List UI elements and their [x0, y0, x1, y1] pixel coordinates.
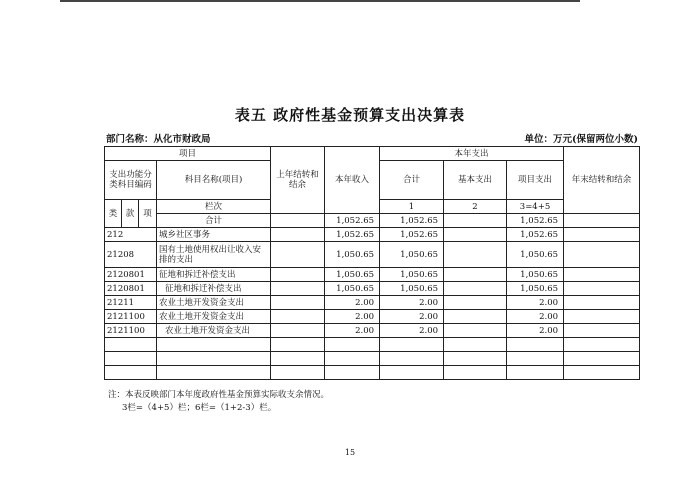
row-code: 2121100 — [105, 324, 157, 338]
row-name: 农业土地开发资金支出 — [157, 296, 271, 310]
table-row — [105, 228, 640, 242]
empty-row — [105, 352, 640, 366]
page-number: 15 — [344, 448, 356, 457]
row-total: 1,050.65 — [380, 268, 444, 282]
header-prev-balance: 上年结转和结余 — [271, 147, 325, 214]
total-row — [105, 214, 640, 228]
header-col1: 1 — [380, 200, 444, 214]
header-end-balance: 年末结转和结余 — [564, 147, 640, 214]
row-name: 农业土地开发资金支出 — [157, 310, 271, 324]
empty-row — [105, 338, 640, 352]
row-project: 1,052.65 — [507, 228, 564, 242]
row-name: 征地和拆迁补偿支出 — [157, 282, 271, 296]
header-kuan: 款 — [122, 200, 139, 228]
row-total: 2.00 — [380, 324, 444, 338]
row-project: 2.00 — [507, 310, 564, 324]
row-income: 2.00 — [325, 296, 380, 310]
row-total: 1,050.65 — [380, 242, 444, 268]
row-code: 212 — [105, 228, 157, 242]
table-row — [105, 324, 640, 338]
header-project: 项目 — [105, 147, 271, 161]
row-name: 农业土地开发资金支出 — [157, 324, 271, 338]
total-label: 合计 — [157, 214, 271, 228]
row-name: 征地和拆迁补偿支出 — [157, 268, 271, 282]
total-income: 1,052.65 — [325, 214, 380, 228]
row-total: 2.00 — [380, 310, 444, 324]
row-total: 2.00 — [380, 296, 444, 310]
total-project: 1,052.65 — [507, 214, 564, 228]
row-code: 2120801 — [105, 268, 157, 282]
header-code-group: 支出功能分类科目编码 — [105, 161, 157, 200]
scan-top-border — [60, 0, 580, 2]
row-code: 2121100 — [105, 310, 157, 324]
table-row — [105, 296, 640, 310]
row-project: 1,050.65 — [507, 242, 564, 268]
row-code: 21208 — [105, 242, 157, 268]
header-xiang: 项 — [139, 200, 157, 228]
header-basic: 基本支出 — [444, 161, 507, 200]
row-project: 2.00 — [507, 324, 564, 338]
row-total: 1,050.65 — [380, 282, 444, 296]
row-code: 21211 — [105, 296, 157, 310]
table-row — [105, 282, 640, 296]
row-income: 2.00 — [325, 324, 380, 338]
row-name: 城乡社区事务 — [157, 228, 271, 242]
header-lanci: 栏次 — [157, 200, 271, 214]
total-expenditure: 1,052.65 — [380, 214, 444, 228]
table-row — [105, 310, 640, 324]
row-project: 1,050.65 — [507, 268, 564, 282]
row-code: 2120801 — [105, 282, 157, 296]
header-col3: 3=4+5 — [507, 200, 564, 214]
table-row — [105, 268, 640, 282]
row-income: 1,050.65 — [325, 242, 380, 268]
note-line-2: 3栏=（4+5）栏；6栏=（1+2-3）栏。 — [122, 403, 277, 413]
header-lei: 类 — [105, 200, 122, 228]
table-notes — [108, 389, 329, 415]
row-income: 1,050.65 — [325, 268, 380, 282]
row-name: 国有土地使用权出让收入安排的支出 — [157, 242, 271, 268]
budget-table — [104, 146, 640, 380]
header-expenditure: 本年支出 — [380, 147, 564, 161]
department-name: 部门名称：从化市财政局 — [106, 134, 211, 145]
row-project: 2.00 — [507, 296, 564, 310]
note-line-1: 注：本表反映部门本年度政府性基金预算实际收支余情况。 — [108, 390, 330, 400]
header-subject-name: 科目名称(项目) — [157, 161, 271, 200]
empty-row — [105, 366, 640, 380]
table-row — [105, 242, 640, 268]
row-income: 2.00 — [325, 310, 380, 324]
row-project: 1,050.65 — [507, 282, 564, 296]
row-total: 1,052.65 — [380, 228, 444, 242]
header-project-exp: 项目支出 — [507, 161, 564, 200]
unit-label: 单位：万元(保留两位小数) — [524, 134, 638, 145]
header-income: 本年收入 — [325, 147, 380, 214]
row-income: 1,052.65 — [325, 228, 380, 242]
row-income: 1,050.65 — [325, 282, 380, 296]
header-col2: 2 — [444, 200, 507, 214]
page-title: 表五 政府性基金预算支出决算表 — [234, 106, 466, 124]
header-total: 合计 — [380, 161, 444, 200]
